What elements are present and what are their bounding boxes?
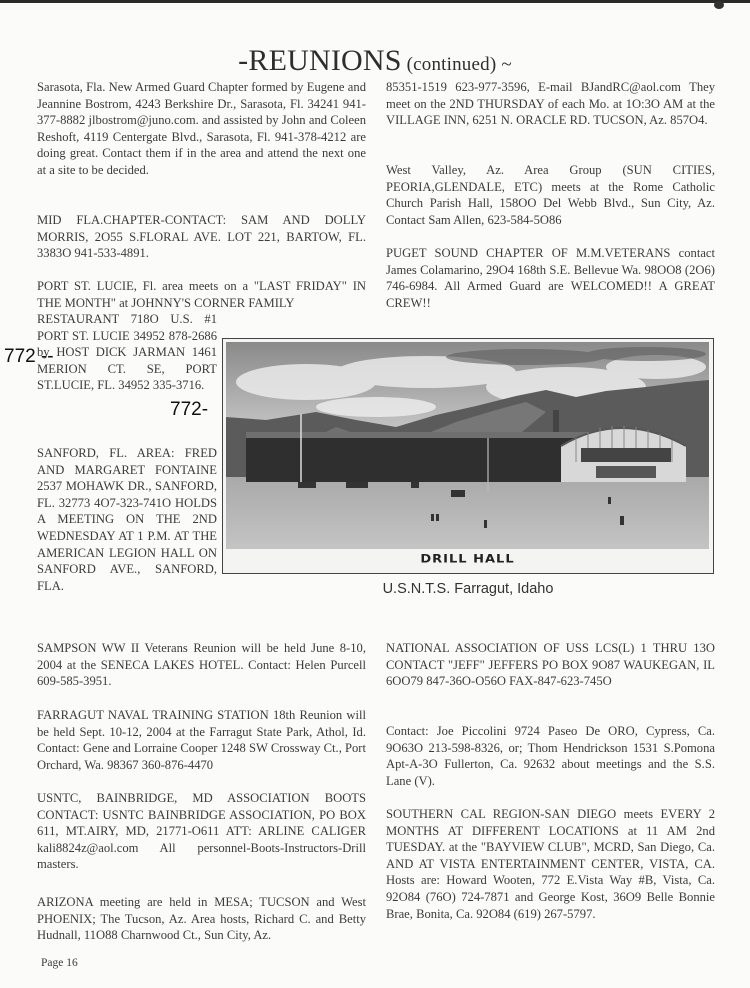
handwritten-area-code-2: 772- bbox=[170, 399, 209, 420]
scan-edge bbox=[0, 0, 750, 3]
article-farragut: FARRAGUT NAVAL TRAINING STATION 18th Reunion will be held Sept. 10-12, 2004 at the Farragut State Park, Athol, Id. Contact: Gene and Lorraine Cooper 1248 SW Crossway Ct., Port Orchard, Wa. 98367 360-876-4470 bbox=[37, 708, 366, 772]
handwritten-area-code-1: 772 -- bbox=[4, 346, 54, 367]
article-port-st-lucie: RESTAURANT 718O U.S. #1 PORT ST. LUCIE 34952 878-2686 by HOST DICK JARMAN 1461 MERION CT. SE, PORT ST.LUCIE, FL. 34952 335-3716. bbox=[37, 312, 217, 393]
photo-caption: U.S.N.T.S. Farragut, Idaho bbox=[382, 581, 554, 597]
page-title-sub: (continued) ~ bbox=[401, 54, 512, 75]
article-southern-cal: SOUTHERN CAL REGION-SAN DIEGO meets EVERY 2 MONTHS AT DIFFERENT LOCATIONS at 11 AM 2nd TUESDAY. at the "BAYVIEW CLUB", MCRD, San Diego, Ca. AND AT VISTA ENTERTAINMENT CENTER, VISTA, CA. Hosts are: Howard Wooten, 772 E.Vista Way #B, Vista, Ca. 92O84 (76O) 724-7871 and George Kost, 36O9 Belle Bonnie Brae, Bonita, Ca. 92O84 (619) 267-5797. bbox=[386, 807, 715, 921]
article-puget-sound: PUGET SOUND CHAPTER OF M.M.VETERANS contact James Colamarino, 29O4 168th S.E. Bellevue Wa. 98OO8 (2O6) 746-6984. All Armed Guard are WELCOMED!! A GREAT CREW!! bbox=[386, 246, 715, 310]
article-lcs-association: NATIONAL ASSOCIATION OF USS LCS(L) 1 THRU 13O CONTACT "JEFF" JEFFERS PO BOX 9O87 WAUKEGAN, IL 6OO79 847-36O-O56O FAX-847-623-745O bbox=[386, 641, 715, 689]
article-sanford: SANFORD, FL. AREA: FRED AND MARGARET FONTAINE 2537 MOHAWK DR., SANFORD, FL. 32773 4O7-323-741O HOLDS A MEETING ON THE 2ND WEDNESDAY AT 1 P.M. AT THE AMERICAN LEGION HALL ON SANFORD AVE., SANFORD, FLA. bbox=[37, 446, 217, 593]
page-title bbox=[0, 44, 750, 78]
page-title-main: -REUNIONS bbox=[238, 44, 402, 77]
article-arizona: ARIZONA meeting are held in MESA; TUCSON and West PHOENIX; The Tucson, Az. Area hosts, Richard C. and Betty Hudnall, 11O88 Charnwood Ct., Sun City, Az. bbox=[37, 895, 366, 943]
article-mid-fla: MID FLA.CHAPTER-CONTACT: SAM AND DOLLY MORRIS, 2O55 S.FLORAL AVE. LOT 221, BARTOW, FL. 3383O 941-533-4891. bbox=[37, 213, 366, 261]
chimney bbox=[553, 410, 559, 432]
scan-blemish bbox=[714, 1, 724, 9]
article-sarasota: Sarasota, Fla. New Armed Guard Chapter formed by Eugene and Jeannine Bostrom, 4243 Berkshire Dr., Sarasota, Fl. 34241 941-377-8882 jlbostrom@juno.com. and assisted by John and Coleen Reshoft, 4119 Centergate Blvd., Sarasota, Fl. 941-378-4212 are doing great. Contact them if in the area and attend the next one at a site to be decided. bbox=[37, 80, 366, 177]
page-number: Page 16 bbox=[41, 957, 78, 969]
drill-hall-photo bbox=[222, 338, 714, 574]
article-west-valley: West Valley, Az. Area Group (SUN CITIES, PEORIA,GLENDALE, ETC) meets at the Rome Catholic Church Parish Hall, 158OO Del Webb Blvd., Sun City, Az. Contact Sam Allen, 623-584-5O86 bbox=[386, 163, 715, 227]
article-usntc: USNTC, BAINBRIDGE, MD ASSOCIATION BOOTS CONTACT: USNTC BAINBRIDGE ASSOCIATION, PO BOX 611, MT.AIRY, MD, 21771-O611 ATT: ARLINE CALIGER kali8824z@aol.com All personnel-Boots-Instructors-Drill masters. bbox=[37, 791, 366, 872]
article-sampson: SAMPSON WW II Veterans Reunion will be held June 8-10, 2004 at the SENECA LAKES HOTEL. Contact: Helen Purcell 609-585-3951. bbox=[37, 641, 366, 689]
drill-hall-illustration bbox=[226, 342, 709, 549]
photo-label: DRILL HALL bbox=[420, 552, 515, 567]
article-piccolini: Contact: Joe Piccolini 9724 Paseo De ORO, Cypress, Ca. 9O63O 213-598-8326, or; Thom Hendrickson 1531 S.Pomona Apt-A-3O Fullerton, Ca. 92632 about meetings and the S.S. Lane (V). bbox=[386, 724, 715, 788]
article-tucson-continued: 85351-1519 623-977-3596, E-mail BJandRC@aol.com They meet on the 2ND THURSDAY of each Mo. at 1O:3O AM at the VILLAGE INN, 6251 N. ORACLE RD. TUCSON, Az. 857O4. bbox=[386, 80, 715, 128]
article-port-st-lucie-intro: PORT ST. LUCIE, Fl. area meets on a "LAST FRIDAY" IN THE MONTH" at JOHNNY'S CORNER FAMILY bbox=[37, 279, 366, 310]
